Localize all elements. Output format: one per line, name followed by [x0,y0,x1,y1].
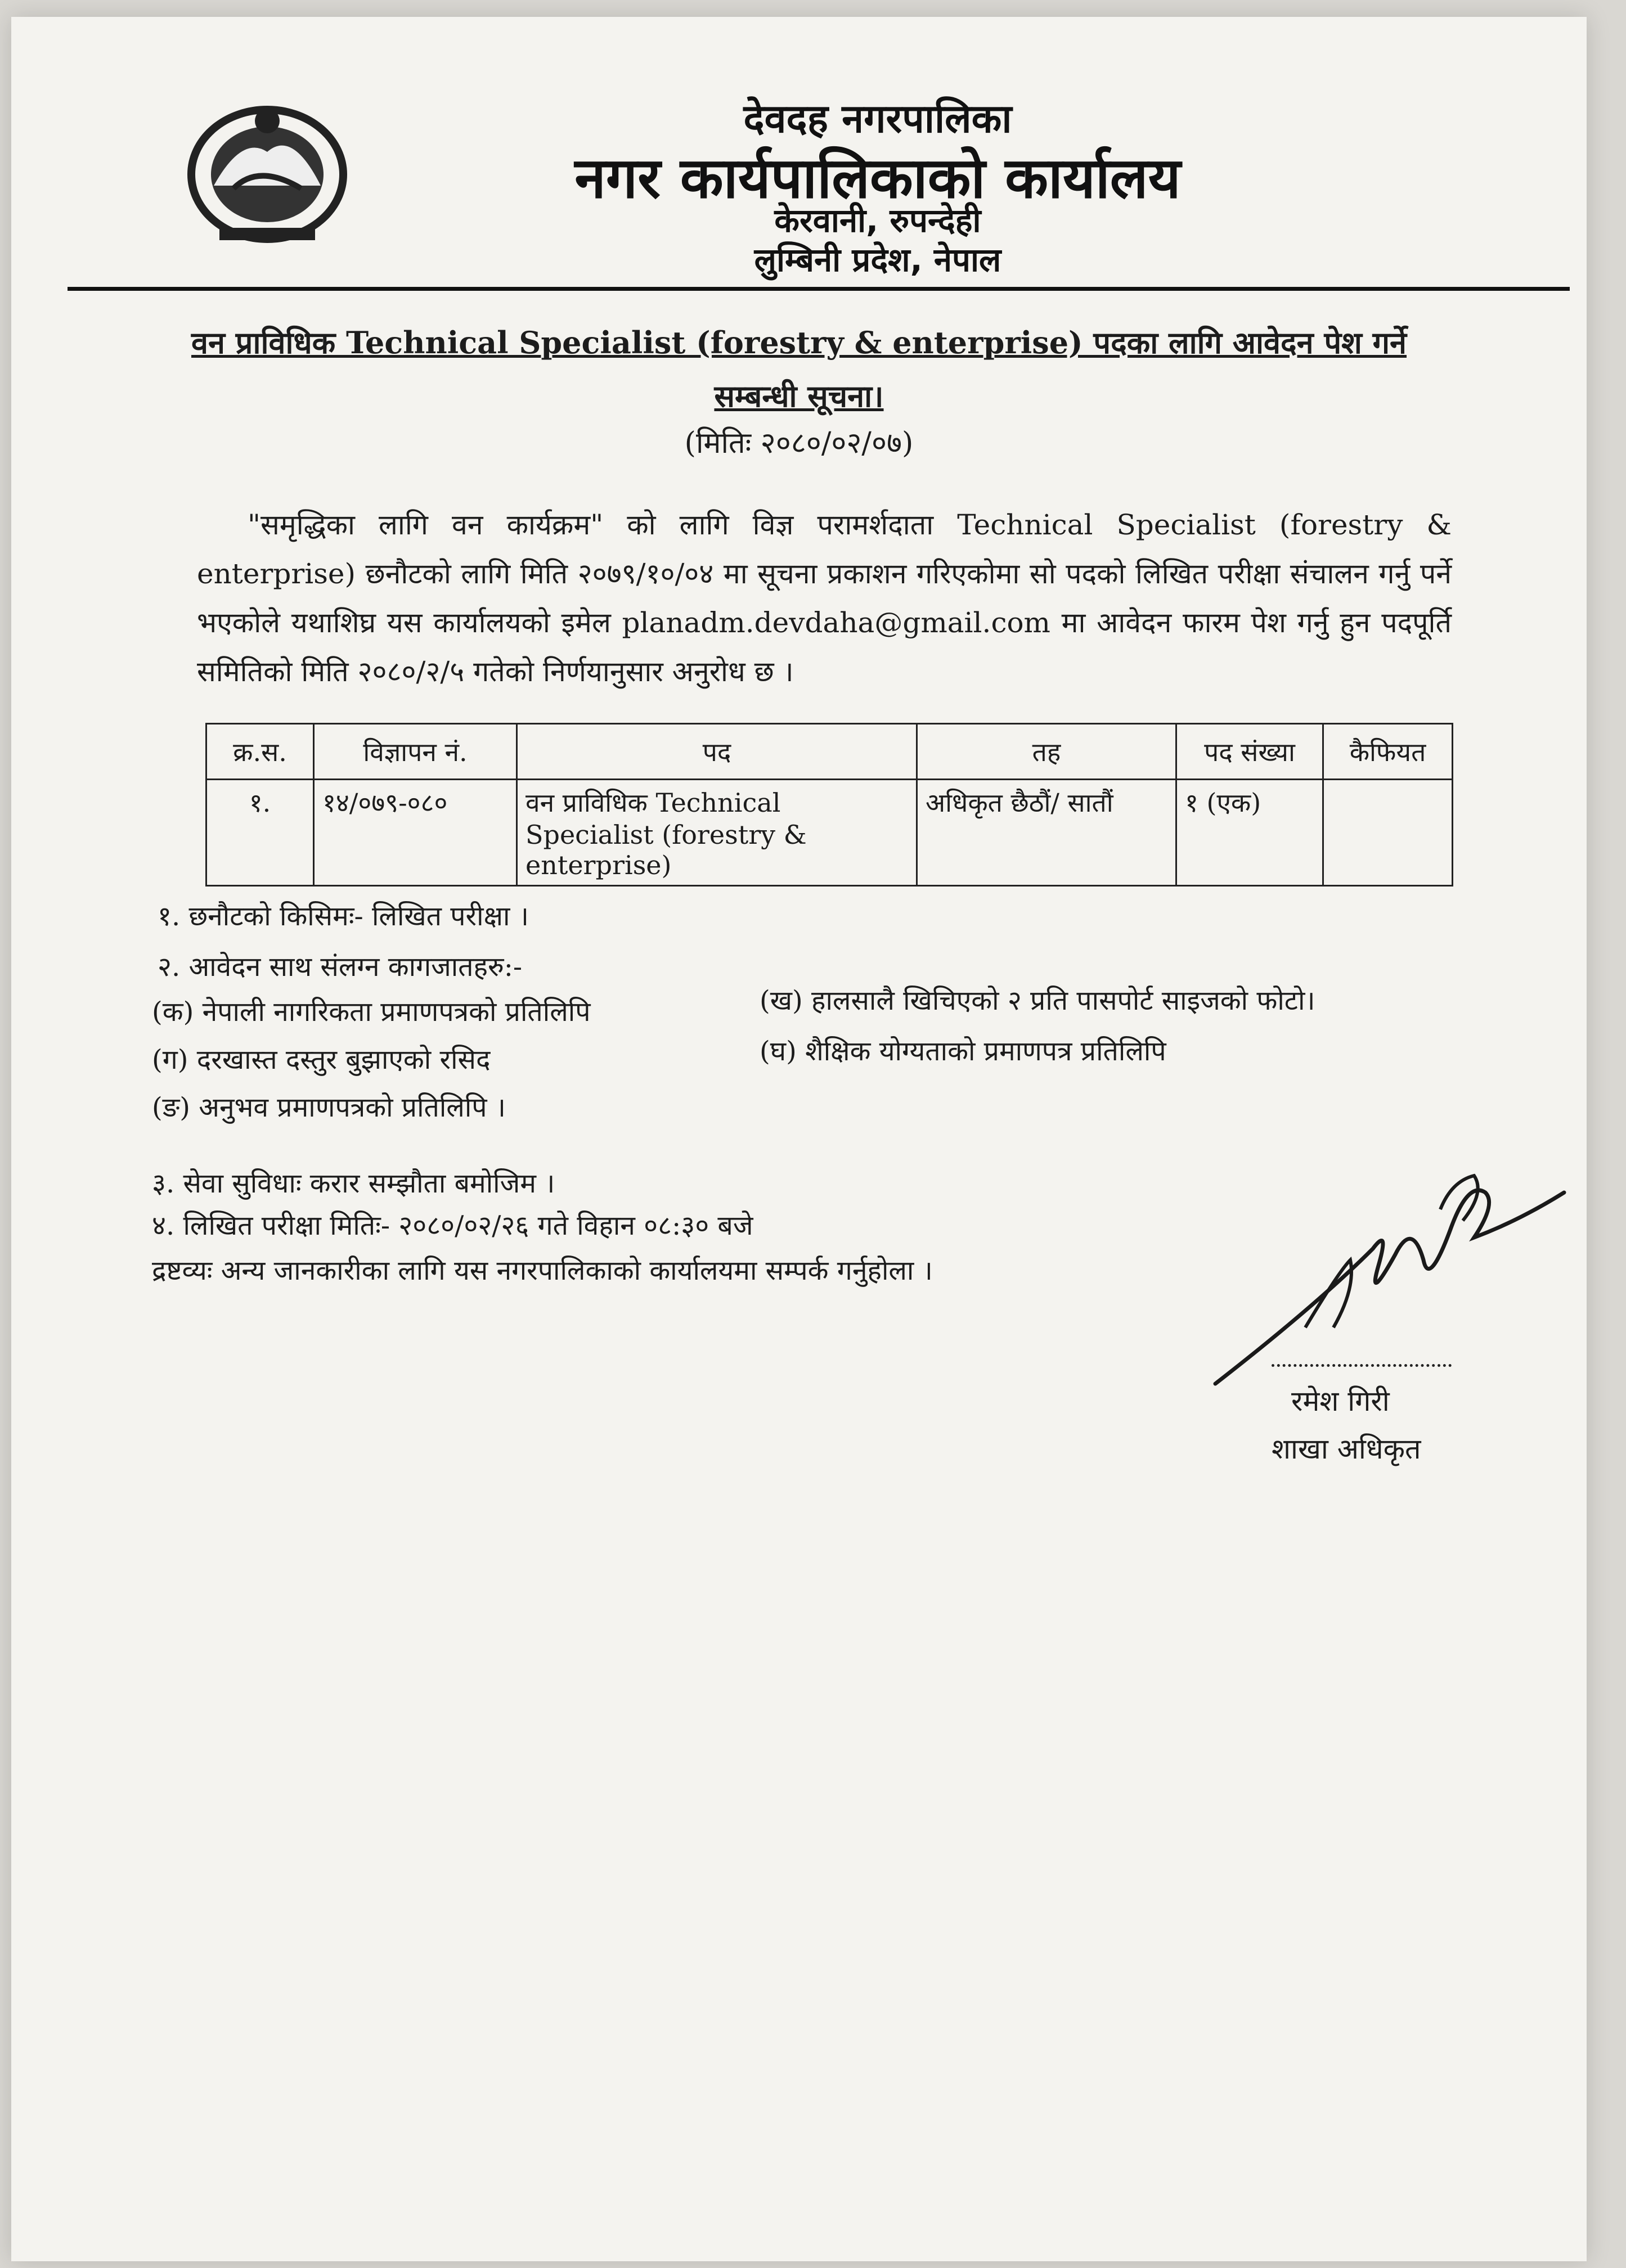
table-row [206,780,1453,886]
col-level: तह [917,724,1176,780]
office-province: लुम्बिनी प्रदेश, नेपाल [754,241,1001,279]
office-location: केरवानी, रुपन्देही [774,201,981,240]
cell-level: अधिकृत छैठौं/ सातौं [917,780,1176,886]
vacancy-table [205,723,1453,886]
col-remarks: कैफियत [1323,724,1453,780]
doc-gha: (घ) शैक्षिक योग्यताको प्रमाणपत्र प्रतिलिपि [760,1036,1166,1067]
note-contact: द्रष्टव्यः अन्य जानकारीका लागि यस नगरपालिकाको कार्यालयमा सम्पर्क गर्नुहोला । [152,1255,933,1286]
cell-ad-no: १४/०७९-०८० [314,780,517,886]
col-sn: क्र.स. [206,724,314,780]
signatory-title: शाखा अधिकृत [1272,1433,1421,1465]
doc-nga: (ङ) अनुभव प्रमाणपत्रको प्रतिलिपि । [152,1092,506,1123]
table-header-row [206,724,1453,780]
col-count: पद संख्या [1176,724,1323,780]
office-name: नगर कार्यपालिकाको कार्यालय [574,145,1181,211]
cell-count: १ (एक) [1176,780,1323,886]
notice-paper [11,17,1587,2261]
point-facilities: ३. सेवा सुविधाः करार सम्झौता बमोजिम । [152,1168,555,1199]
point-selection-type: १. छनौटको किसिमः- लिखित परीक्षा । [158,901,529,932]
cell-sn: १. [206,780,314,886]
nepal-emblem-icon [180,90,354,253]
header-rule [68,287,1570,291]
cell-remarks [1323,780,1453,886]
notice-subject-line2: सम्बन्धी सूचना। [714,378,884,414]
signature-mark [1204,1159,1581,1406]
point-documents: २. आवेदन साथ संलग्न कागजातहरु:- [158,951,523,983]
notice-date: (मितिः २०८०/०२/०७) [684,426,914,460]
doc-ga: (ग) दरखास्त दस्तुर बुझाएको रसिद [152,1044,491,1076]
doc-ka: (क) नेपाली नागरिकता प्रमाणपत्रको प्रतिलिपि [152,996,591,1028]
cell-post: वन प्राविधिक Technical Specialist (forestry & enterprise) [517,780,917,886]
notice-subject-line1: वन प्राविधिक Technical Specialist (forestry & enterprise) पदका लागि आवेदन पेश गर्ने [191,325,1407,361]
municipality-name: देवदह नगरपालिका [743,96,1012,142]
signatory-name: रमेश गिरी [1291,1385,1390,1418]
doc-kha: (ख) हालसालै खिचिएको २ प्रति पासपोर्ट साइजको फोटो। [760,985,1315,1016]
col-post: पद [517,724,917,780]
notice-body: "समृद्धिका लागि वन कार्यक्रम" को लागि विज्ञ परामर्शदाता Technical Specialist (forestry & enterprise) छनौटको लागि मिति २०७९/१०/०४ मा सूचना प्रकाशन गरिएकोमा सो पदको लिखित परीक्षा संचालन गर्नु पर्ने भएकोले यथाशिघ्र यस कार्यालयको इमेल planadm.devdaha@gmail.com मा आवेदन फारम पेश गर्नु हुन पदपूर्ति समितिको मिति २०८०/२/५ गतेको निर्णयानुसार अनुरोध छ । [197,508,1452,688]
col-ad-no: विज्ञापन नं. [314,724,517,780]
point-exam-date: ४. लिखित परीक्षा मितिः- २०८०/०२/२६ गते विहान ०८:३० बजे [152,1210,753,1241]
signature-line [1272,1364,1452,1367]
